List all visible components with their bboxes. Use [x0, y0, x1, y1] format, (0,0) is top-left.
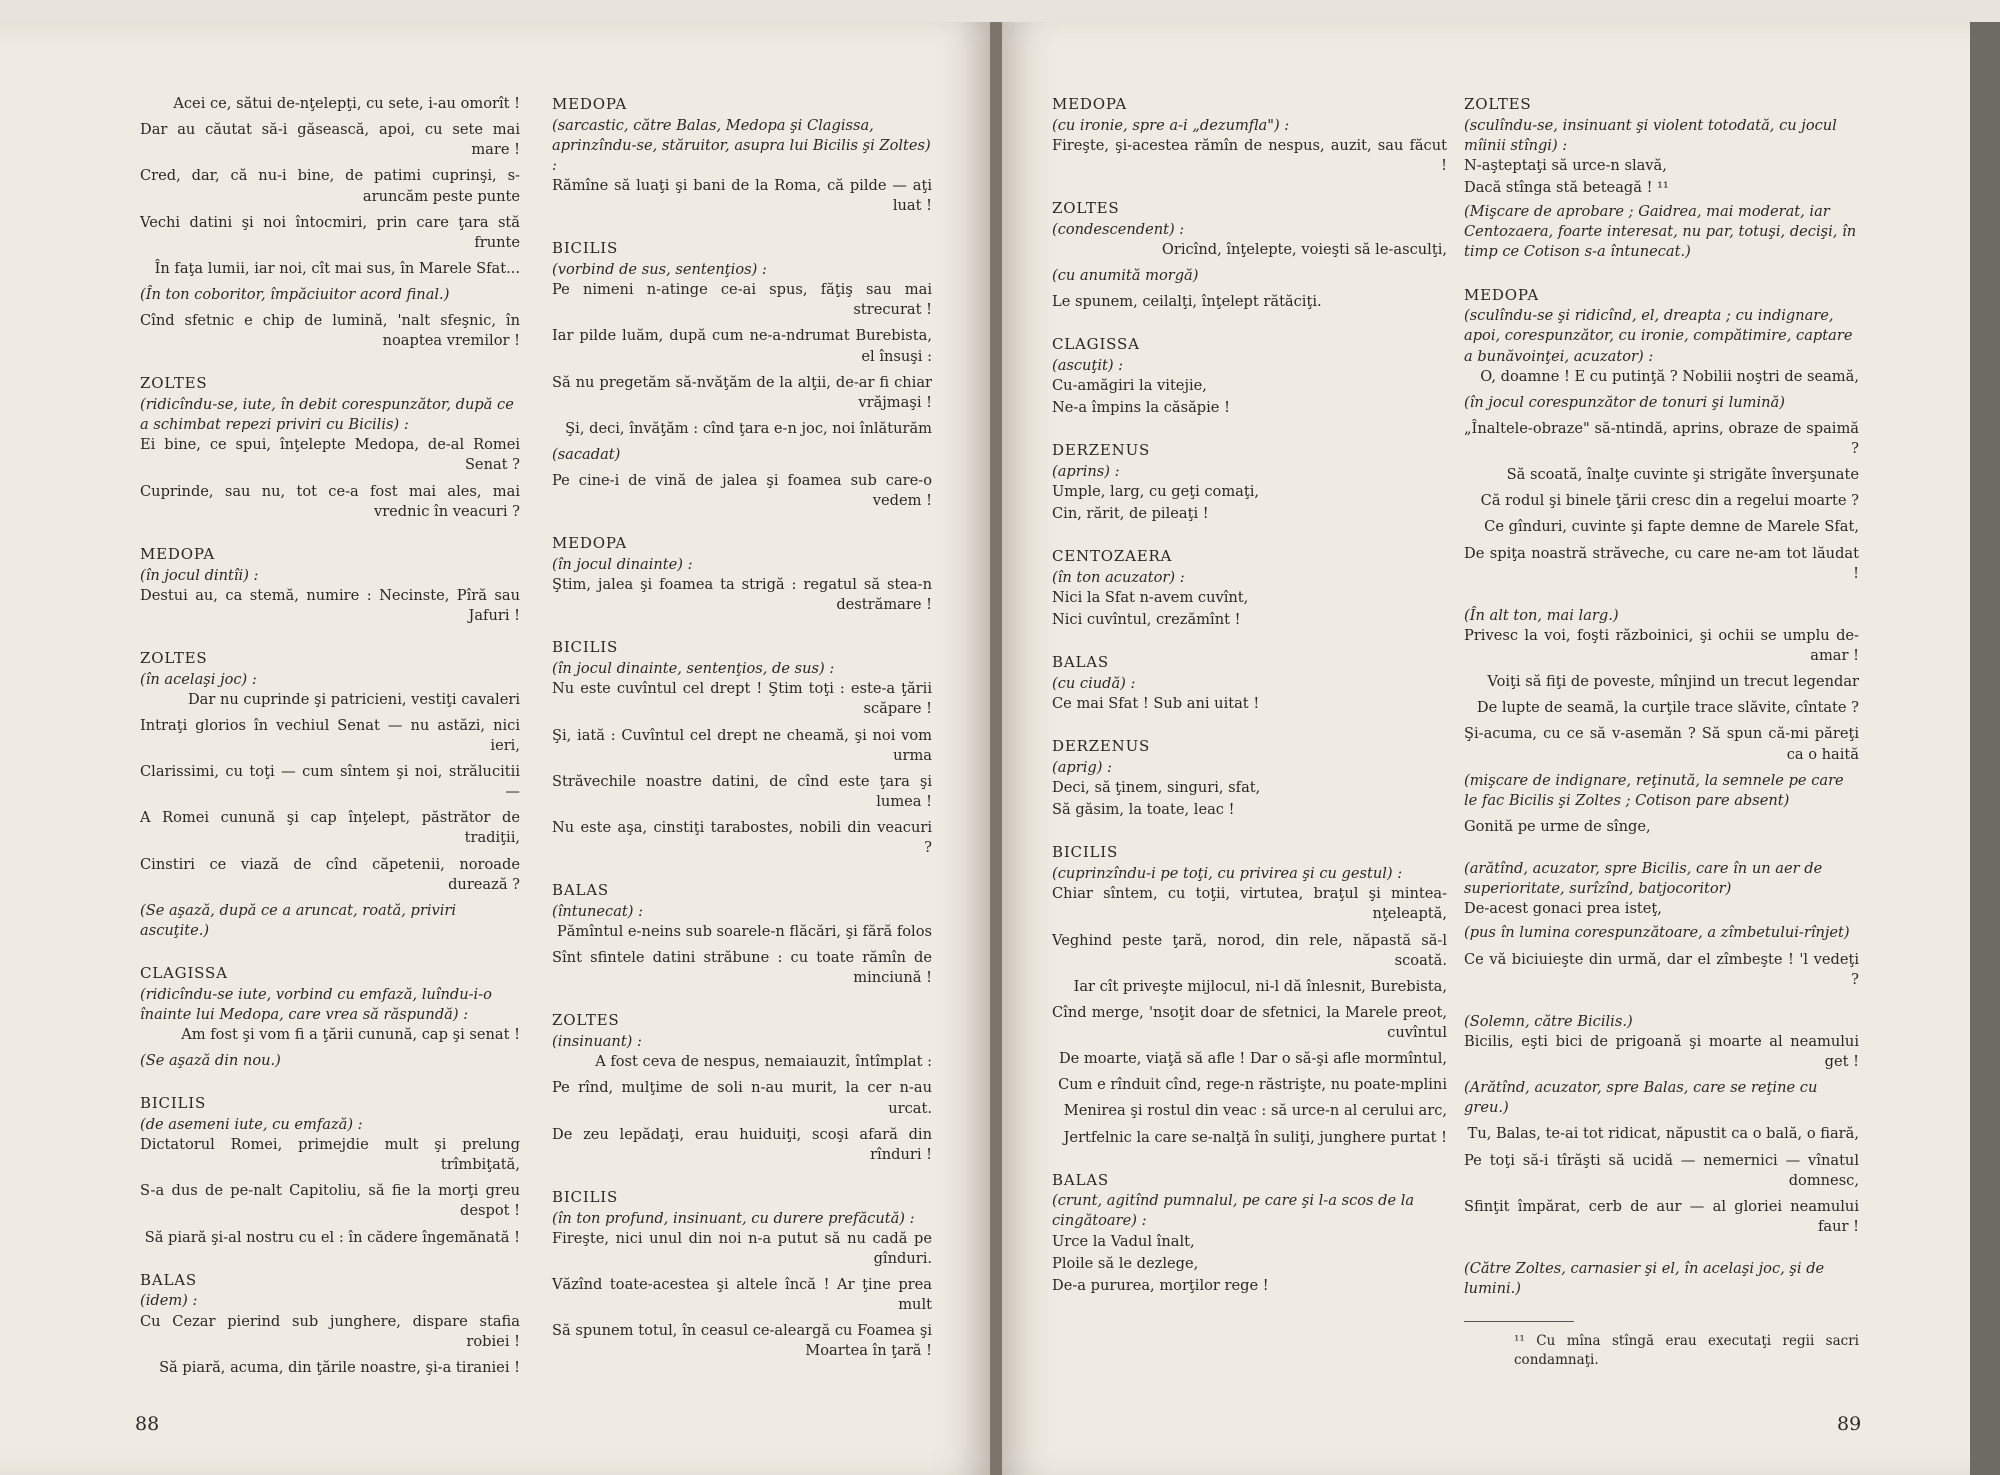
verse-line: De moarte, viaţă să afle ! Dar o să-şi afle mormîntul, — [1058, 1050, 1447, 1068]
dialogue-block — [1464, 1259, 1859, 1299]
dialogue-block — [1052, 652, 1447, 714]
speaker-name: MEDOPA — [552, 534, 627, 553]
stage-direction: (de asemeni iute, cu emfază) : — [140, 1115, 363, 1133]
speaker-name: MEDOPA — [1464, 285, 1539, 304]
verse-line: Să piară şi-al nostru cu el : în cădere îngemănată ! — [144, 1228, 520, 1246]
stage-direction: (în ton profund, insinuant, cu durere prefăcută) : — [552, 1209, 915, 1227]
verse-line: Să scoată, înalţe cuvinte şi strigăte înverşunate — [1506, 466, 1859, 484]
left-page-column-2 — [552, 94, 932, 1383]
stage-direction: (cu anumită morgă) — [1052, 267, 1199, 284]
dialogue-block — [1052, 736, 1447, 820]
stage-direction: (în jocul dinainte) : — [552, 556, 693, 574]
verse-line: Privesc la voi, foşti războinici, şi ochii se umplu de-amar ! — [1464, 626, 1859, 664]
speaker-name: DERZENUS — [1052, 737, 1151, 756]
verse-line: Nici cuvîntul, crezămînt ! — [1052, 611, 1241, 629]
verse-line: Cum e rînduit cînd, rege-n răstrişte, nu poate-mplini — [1058, 1076, 1447, 1094]
dialogue-block — [552, 533, 932, 615]
stage-direction: (ascuţit) : — [1052, 356, 1124, 374]
verse-line: Chiar sîntem, cu toţii, virtutea, braţul şi mintea-nţeleaptă, — [1052, 885, 1447, 923]
left-page — [0, 22, 990, 1475]
scan-right-edge — [1970, 22, 2000, 1475]
page-number-left: 88 — [135, 1413, 160, 1435]
verse-line: Cred, dar, că nu-i bine, de patimi cuprinşi, s-aruncăm peste punte — [140, 167, 520, 205]
verse-line: N-aşteptaţi să urce-n slavă, — [1464, 156, 1667, 174]
verse-line: Voiţi să fiţi de poveste, mînjind un trecut legendar — [1487, 673, 1859, 691]
verse-line: A Romei cunună şi cap înţelept, păstrător de tradiţii, — [140, 809, 520, 847]
dialogue-block — [552, 1187, 932, 1362]
verse-line: Dacă stînga stă beteagă ! ¹¹ — [1464, 179, 1669, 197]
dialogue-block — [1464, 606, 1859, 837]
verse-line: Sfinţit împărat, cerb de aur — al gloriei neamului faur ! — [1464, 1197, 1859, 1235]
verse-line: De spiţa noastră străveche, cu care ne-am tot lăudat ! — [1464, 544, 1859, 582]
right-page-column-1 — [1052, 94, 1447, 1318]
verse-line: Că rodul şi binele ţării cresc din a regelui moarte ? — [1480, 492, 1859, 510]
verse-line: Ploile să le dezlege, — [1052, 1254, 1199, 1272]
verse-line: Să găsim, la toate, leac ! — [1052, 801, 1235, 819]
stage-direction: (În ton coboritor, împăciuitor acord final.) — [140, 286, 450, 303]
stage-direction: (întunecat) : — [552, 902, 644, 920]
verse-line: Pămîntul e-neins sub soarele-n flăcări, şi fără folos — [556, 923, 932, 941]
speaker-name: BALAS — [552, 881, 609, 900]
verse-line: Ce gînduri, cuvinte şi fapte demne de Marele Sfat, — [1484, 518, 1859, 536]
dialogue-block — [140, 1093, 520, 1247]
verse-line: A fost ceva de nespus, nemaiauzit, întîmplat : — [595, 1053, 932, 1071]
verse-line: Ce mai Sfat ! Sub ani uitat ! — [1052, 695, 1260, 713]
verse-line: Acei ce, sătui de-nţelepţi, cu sete, i-au omorît ! — [173, 95, 520, 112]
stage-direction: (cu ciudă) : — [1052, 675, 1136, 693]
verse-line: Şi, deci, învăţăm : cînd ţara e-n joc, noi înlăturăm — [565, 419, 932, 437]
speaker-name: ZOLTES — [1052, 199, 1120, 218]
verse-line: Ce vă biciuieşte din urmă, dar el zîmbeşte ! 'l vedeţi ? — [1464, 950, 1859, 988]
verse-line: Gonită pe urme de sînge, — [1464, 817, 1651, 835]
dialogue-block — [140, 544, 520, 626]
verse-line: O, doamne ! E cu putinţă ? Nobilii noştri de seamă, — [1480, 367, 1859, 385]
verse-line: Dar nu cuprinde şi patricieni, vestiţi cavaleri — [187, 690, 520, 708]
dialogue-block — [552, 880, 932, 988]
verse-line: Bicilis, eşti bici de prigoană şi moarte al neamului get ! — [1464, 1032, 1859, 1070]
speaker-name: CLAGISSA — [1052, 335, 1140, 354]
dialogue-block — [140, 963, 520, 1071]
speaker-name: MEDOPA — [140, 544, 215, 563]
right-page-column-2 — [1464, 94, 1859, 1370]
stage-direction: (Solemn, către Bicilis.) — [1464, 1012, 1633, 1030]
verse-line: Oricînd, înţelepte, voieşti să le-asculţi, — [1161, 240, 1447, 258]
speaker-name: MEDOPA — [552, 95, 627, 113]
verse-line: Sînt sfintele datini străbune : cu toate rămîn de minciună ! — [552, 949, 932, 987]
verse-line: Rămîne să luaţi şi bani de la Roma, că pilde — aţi luat ! — [552, 177, 932, 215]
verse-line: Cînd sfetnic e chip de lumină, 'nalt sfeşnic, în noaptea vremilor ! — [140, 312, 520, 350]
stage-direction: (în acelaşi joc) : — [140, 670, 257, 688]
stage-direction: (cu ironie, spre a-i „dezumfla") : — [1052, 116, 1290, 134]
verse-line: De-a pururea, morţilor rege ! — [1052, 1276, 1269, 1294]
verse-line: Cinstiri ce viază de cînd căpetenii, noroade durează ? — [140, 855, 520, 893]
dialogue-block — [140, 373, 520, 521]
speaker-name: ZOLTES — [140, 374, 208, 393]
verse-line: Destui au, ca stemă, numire : Necinste, Pîră sau Jafuri ! — [140, 586, 520, 624]
verse-line: Nu este cuvîntul cel drept ! Ştim toţi : este-a ţării scăpare ! — [552, 680, 932, 718]
speaker-name: BALAS — [1052, 1170, 1109, 1189]
stage-direction: (în jocul dinainte, sentenţios, de sus) : — [552, 660, 835, 678]
stage-direction: (în jocul dintîi) : — [140, 566, 259, 584]
verse-line: Cînd merge, 'nsoţit doar de sfetnici, la Marele preot, cuvîntul — [1052, 1003, 1447, 1041]
dialogue-block — [140, 94, 520, 351]
stage-direction: (sarcastic, către Balas, Medopa şi Clagissa, aprinzîndu-se, stăruitor, asupra lui Bicilis şi Zoltes) : — [552, 116, 931, 174]
stage-direction: (crunt, agitînd pumnalul, pe care şi l-a scos de la cingătoare) : — [1052, 1192, 1415, 1230]
book-spine — [990, 22, 1002, 1475]
right-page — [1002, 22, 1970, 1475]
stage-direction: (în ton acuzator) : — [1052, 569, 1185, 587]
verse-line: Veghind peste ţară, norod, din rele, năpastă să-l scoată. — [1052, 931, 1447, 969]
stage-direction: (aprins) : — [1052, 463, 1120, 480]
speaker-name: ZOLTES — [140, 648, 208, 667]
verse-line: Am fost şi vom fi a ţării cunună, cap şi senat ! — [181, 1026, 520, 1043]
verse-line: Cu-amăgiri la vitejie, — [1052, 377, 1207, 395]
speaker-name: BICILIS — [140, 1094, 207, 1113]
verse-line: Vechi datini şi noi întocmiri, prin care ţara stă frunte — [140, 213, 520, 251]
dialogue-block — [1052, 334, 1447, 418]
verse-line: Dar au căutat să-i găsească, apoi, cu sete mai mare ! — [140, 121, 520, 159]
speaker-name: CLAGISSA — [140, 964, 228, 983]
dialogue-block — [1464, 94, 1859, 263]
verse-line: Urce la Vadul înalt, — [1052, 1232, 1195, 1250]
dialogue-block — [1052, 198, 1447, 312]
left-page-column-1 — [140, 94, 520, 1400]
dialogue-block — [552, 637, 932, 858]
speaker-name: MEDOPA — [1052, 95, 1127, 113]
verse-line: De zeu lepădaţi, erau huiduiţi, scoşi afară din rînduri ! — [552, 1125, 932, 1163]
verse-line: Cuprinde, sau nu, tot ce-a fost mai ales, mai vrednic în veacuri ? — [140, 482, 520, 520]
dialogue-block — [1052, 440, 1447, 524]
verse-line: Deci, să ţinem, singuri, sfat, — [1052, 779, 1261, 797]
verse-line: Pe cine-i de vină de jalea şi foamea sub care-o vedem ! — [552, 472, 932, 510]
speaker-name: DERZENUS — [1052, 441, 1151, 460]
stage-direction: (ridicîndu-se iute, vorbind cu emfază, luîndu-i-o înainte lui Medopa, care vrea să răspundă) : — [140, 985, 492, 1023]
dialogue-block — [1464, 285, 1859, 584]
verse-line: În faţa lumii, iar noi, cît mai sus, în Marele Sfat... — [154, 259, 520, 277]
dialogue-block — [1464, 859, 1859, 990]
verse-line: Să piară, acuma, din ţările noastre, şi-a tiraniei ! — [159, 1358, 520, 1376]
stage-direction: (cuprinzîndu-i pe toţi, cu privirea şi cu gestul) : — [1052, 865, 1403, 883]
dialogue-block — [1052, 546, 1447, 630]
verse-line: Ne-a împins la căsăpie ! — [1052, 399, 1230, 417]
verse-line: Văzînd toate-acestea şi altele încă ! Ar ţine prea mult — [552, 1275, 932, 1314]
stage-direction: (Mişcare de aprobare ; Gaidrea, mai moderat, iar Centozaera, foarte interesat, nu par, totuşi, decişi, în timp ce Cotison s-a întunecat.) — [1464, 203, 1857, 261]
dialogue-block — [140, 1270, 520, 1378]
verse-line: Intraţi glorios în vechiul Senat — nu astăzi, nici ieri, — [140, 716, 520, 754]
verse-line: S-a dus de pe-nalt Capitoliu, să fie la morţi greu despot ! — [140, 1182, 520, 1220]
verse-line: Umple, larg, cu geţi comaţi, — [1052, 483, 1260, 501]
verse-line: Să nu pregetăm să-nvăţăm de la alţii, de-ar fi chiar vrăjmaşi ! — [552, 373, 932, 411]
dialogue-block — [552, 94, 932, 216]
verse-line: Pe toţi să-i tîrăşti să ucidă — nemernici — vînatul domnesc, — [1464, 1151, 1859, 1189]
verse-line: Iar cît priveşte mijlocul, ni-l dă înlesnit, Burebista, — [1073, 977, 1447, 995]
speaker-name: CENTOZAERA — [1052, 547, 1173, 566]
verse-line: Nu este aşa, cinstiţi tarabostes, nobili din veacuri ? — [552, 819, 932, 857]
verse-line: De-acest gonaci prea isteţ, — [1464, 900, 1662, 918]
speaker-name: BICILIS — [552, 638, 619, 657]
stage-direction: (Se aşază din nou.) — [140, 1052, 281, 1070]
stage-direction: (În alt ton, mai larg.) — [1464, 606, 1619, 624]
stage-direction: (insinuant) : — [552, 1033, 642, 1051]
verse-line: Cu Cezar pierind sub junghere, dispare stafia robiei ! — [140, 1312, 520, 1350]
stage-direction: (arătînd, acuzator, spre Bicilis, care în un aer de superioritate, surîzînd, batjocoritor) — [1464, 860, 1823, 898]
stage-direction: (sculîndu-se şi ridicînd, el, dreapta ; cu indignare, apoi, corespunzător, cu ironie, compătimire, captare a bunăvoinţei, acuzator) : — [1464, 307, 1853, 365]
verse-line: Pe nimeni n-atinge ce-ai spus, făţiş sau mai strecurat ! — [552, 281, 932, 319]
dialogue-block — [552, 1010, 932, 1164]
speaker-name: BICILIS — [1052, 843, 1119, 862]
verse-line: Fireşte, şi-acestea rămîn de nespus, auzit, sau făcut ! — [1052, 136, 1447, 174]
verse-line: Ei bine, ce spui, înţelepte Medopa, de-al Romei Senat ? — [140, 436, 520, 474]
stage-direction: (Se aşază, după ce a aruncat, roată, priviri ascuţite.) — [140, 901, 457, 939]
speaker-name: BALAS — [1052, 653, 1109, 672]
stage-direction: (mişcare de indignare, reţinută, la semnele pe care le fac Bicilis şi Zoltes ; Cotison pare absent) — [1464, 771, 1844, 809]
verse-line: Jertfelnic la care se-nalţă în suliţi, junghere purtat ! — [1063, 1128, 1447, 1146]
verse-line: Iar pilde luăm, după cum ne-a-ndrumat Burebista, el însuşi : — [552, 327, 932, 365]
footnote: ¹¹ Cu mîna stîngă erau executaţi regii sacri condamnaţi. — [1514, 1333, 1859, 1368]
stage-direction: (sculîndu-se, insinuant şi violent totodată, cu jocul mîinii stîngi) : — [1464, 116, 1837, 154]
stage-direction: (Către Zoltes, carnasier şi el, în acelaşi joc, şi de lumini.) — [1464, 1260, 1825, 1298]
verse-line: De lupte de seamă, la curţile trace slăvite, cîntate ? — [1476, 699, 1859, 717]
speaker-name: BICILIS — [552, 239, 619, 258]
footnote-rule — [1464, 1321, 1574, 1322]
verse-line: Pe rînd, mulţime de soli n-au murit, la cer n-au urcat. — [552, 1079, 932, 1117]
scan-top-edge — [0, 0, 2000, 22]
verse-line: Şi-acuma, cu ce să v-asemăn ? Să spun că-mi păreţi ca o haită — [1464, 725, 1859, 763]
verse-line: Fireşte, nici unul din noi n-a putut să nu cadă pe gînduri. — [552, 1229, 932, 1267]
speaker-name: ZOLTES — [1464, 95, 1532, 113]
dialogue-block — [140, 648, 520, 941]
stage-direction: (Arătînd, acuzator, spre Balas, care se reţine cu greu.) — [1464, 1079, 1818, 1117]
verse-line: „Înaltele-obraze" să-ntindă, aprins, obraze de spaimă ? — [1464, 419, 1859, 457]
stage-direction: (idem) : — [140, 1292, 198, 1310]
speaker-name: ZOLTES — [552, 1011, 620, 1030]
dialogue-block — [1052, 1170, 1447, 1296]
verse-line: Le spunem, ceilalţi, înţelept rătăciţi. — [1052, 293, 1322, 311]
stage-direction: (ridicîndu-se, iute, în debit corespunzător, după ce a schimbat repezi priviri cu Bicilis) : — [140, 396, 514, 434]
dialogue-block — [1052, 94, 1447, 176]
verse-line: Nici la Sfat n-avem cuvînt, — [1052, 589, 1249, 607]
verse-line: Şi, iată : Cuvîntul cel drept ne cheamă, şi noi vom urma — [552, 726, 932, 764]
verse-line: Ştim, jalea şi foamea ta strigă : regatul să stea-n destrămare ! — [552, 576, 932, 614]
stage-direction: (condescendent) : — [1052, 220, 1185, 238]
speaker-name: BALAS — [140, 1270, 197, 1289]
stage-direction: (sacadat) — [552, 446, 621, 463]
dialogue-block — [1052, 842, 1447, 1147]
verse-line: Să spunem totul, în ceasul ce-aleargă cu Foamea şi Moartea în ţară ! — [552, 1322, 932, 1360]
stage-direction: (vorbind de sus, sentenţios) : — [552, 261, 767, 278]
dialogue-block — [1464, 1012, 1859, 1237]
speaker-name: BICILIS — [552, 1187, 619, 1206]
dialogue-block — [552, 238, 932, 511]
verse-line: Dictatorul Romei, primejdie mult şi prelung trîmbiţată, — [140, 1136, 520, 1174]
verse-line: Clarissimi, cu toţi — cum sîntem şi noi, strălucitii — — [140, 763, 520, 801]
verse-line: Cin, rărit, de pileaţi ! — [1052, 505, 1209, 523]
verse-line: Menirea şi rostul din veac : să urce-n al cerului arc, — [1063, 1102, 1447, 1120]
stage-direction: (pus în lumina corespunzătoare, a zîmbetului-rînjet) — [1464, 924, 1850, 942]
verse-line: Tu, Balas, te-ai tot ridicat, năpustit ca o bală, o fiară, — [1467, 1125, 1859, 1143]
stage-direction: (în jocul corespunzător de tonuri şi lumină) — [1464, 393, 1785, 411]
stage-direction: (aprig) : — [1052, 759, 1112, 777]
page-number-right: 89 — [1837, 1413, 1862, 1435]
verse-line: Străvechile noastre datini, de cînd este ţara şi lumea ! — [552, 772, 932, 810]
